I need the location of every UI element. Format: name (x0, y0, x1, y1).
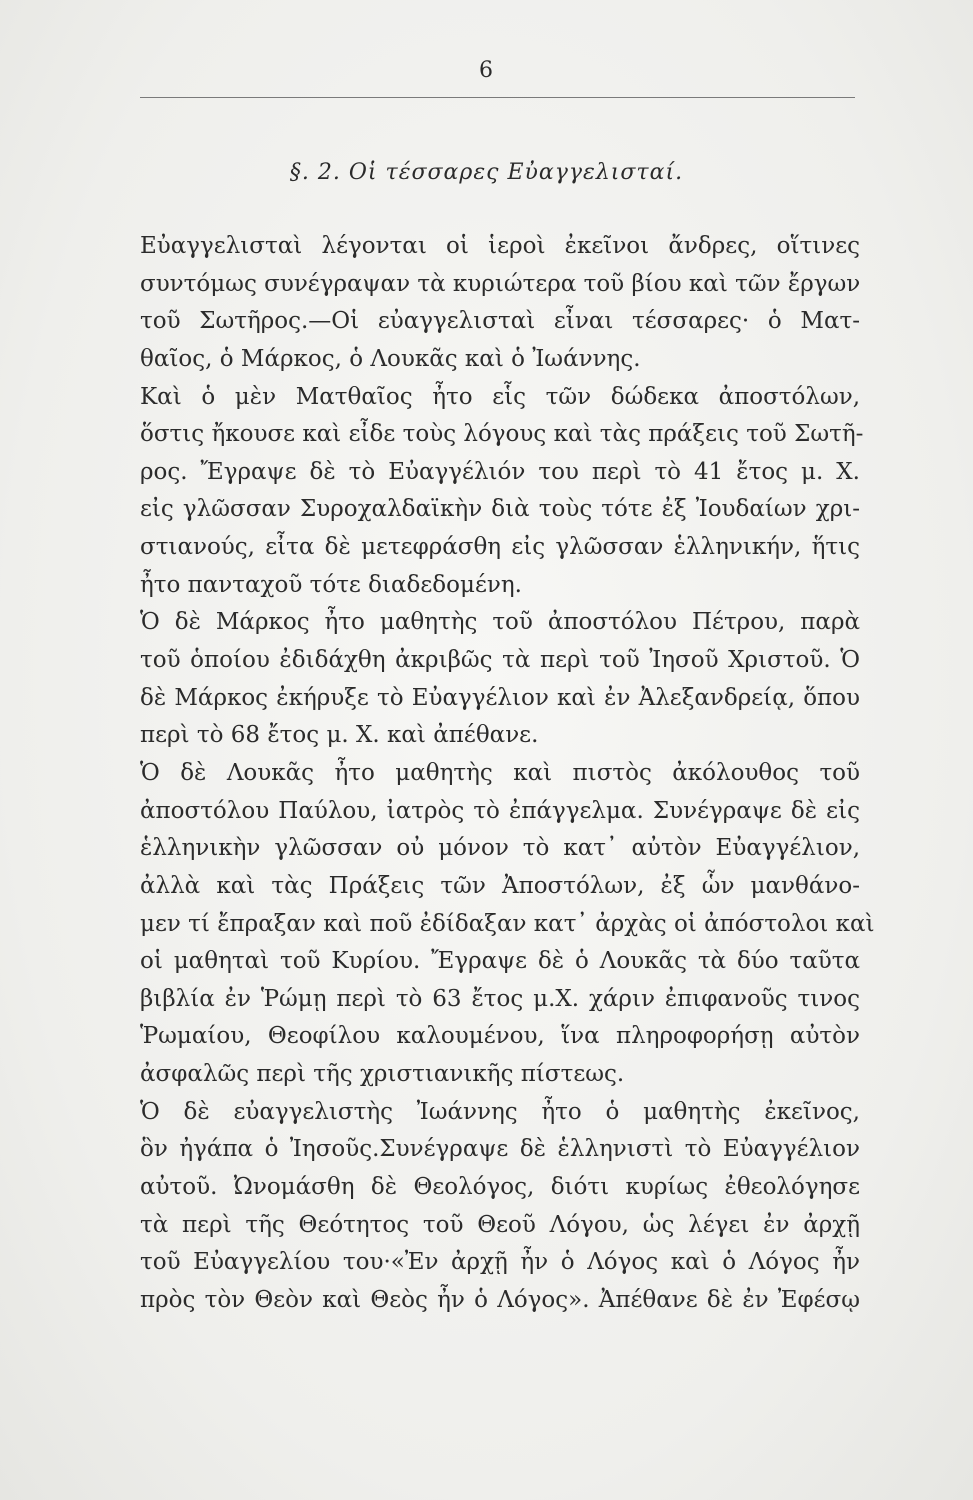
text-line: μεν τί ἔπραξαν καὶ ποῦ ἐδίδαξαν κατ᾽ ἀρχὰς οἱ ἀπόστολοι καὶ (140, 910, 875, 937)
text-line: αὐτοῦ. Ὠνομάσθη δὲ Θεολόγος, διότι κυρίως ἐθεολόγησε (140, 1174, 860, 1201)
text-line: τὰ περὶ τῆς Θεότητος τοῦ Θεοῦ Λόγου, ὡς λέγει ἐν ἀρχῇ (140, 1211, 860, 1238)
text-line: Καὶ ὁ μὲν Ματθαῖος ἦτο εἷς τῶν δώδεκα ἀποστόλων, (140, 383, 860, 410)
text-line: ἀλλὰ καὶ τὰς Πράξεις τῶν Ἀποστόλων, ἐξ ὧν μανθάνο- (140, 872, 860, 899)
section-heading: §. 2. Οἱ τέσσαρες Εὐαγγελισταί. (289, 160, 684, 185)
text-line: Εὐαγγελισταὶ λέγονται οἱ ἱεροὶ ἐκεῖνοι ἄνδρες, οἵτινες (140, 233, 860, 259)
text-line: τοῦ Εὐαγγελίου του·«Ἐν ἀρχῇ ἦν ὁ Λόγος καὶ ὁ Λόγος ἦν (140, 1249, 860, 1276)
text-line: οἱ μαθηταὶ τοῦ Κυρίου. Ἔγραψε δὲ ὁ Λουκᾶς τὰ δύο ταῦτα (140, 948, 860, 975)
text-line: εἰς γλῶσσαν Συροχαλδαϊκὴν διὰ τοὺς τότε ἐξ Ἰουδαίων χρι- (140, 496, 860, 523)
text-line: ἀσφαλῶς περὶ τῆς χριστιανικῆς πίστεως. (140, 1061, 625, 1088)
text-line: ἦτο πανταχοῦ τότε διαδεδομένη. (140, 571, 522, 598)
text-line: συντόμως συνέγραψαν τὰ κυριώτερα τοῦ βίου καὶ τῶν ἔργων (140, 270, 861, 297)
body-text (140, 228, 875, 1320)
text-line: πρὸς τὸν Θεὸν καὶ Θεὸς ἦν ὁ Λόγος». Ἀπέθανε δὲ ἐν Ἐφέσῳ (140, 1286, 860, 1313)
text-line: Ὁ δὲ εὐαγγελιστὴς Ἰωάννης ἦτο ὁ μαθητὴς ἐκεῖνος, (140, 1098, 860, 1125)
text-line: ἑλληνικὴν γλῶσσαν οὐ μόνον τὸ κατ᾽ αὐτὸν Εὐαγγέλιον, (140, 835, 860, 862)
header-rule (140, 97, 855, 98)
text-line: τοῦ ὁποίου ἐδιδάχθη ἀκριβῶς τὰ περὶ τοῦ Ἰησοῦ Χριστοῦ. Ὁ (140, 647, 860, 674)
text-line: ἀποστόλου Παύλου, ἰατρὸς τὸ ἐπάγγελμα. Συνέγραψε δὲ εἰς (140, 797, 860, 824)
text-line: τοῦ Σωτῆρος.—Οἱ εὐαγγελισταὶ εἶναι τέσσαρες· ὁ Ματ- (140, 308, 860, 335)
text-line: ὅστις ἤκουσε καὶ εἶδε τοὺς λόγους καὶ τὰς πράξεις τοῦ Σωτῆ- (140, 421, 864, 448)
text-line: Ὁ δὲ Μάρκος ἦτο μαθητὴς τοῦ ἀποστόλου Πέτρου, παρὰ (140, 609, 860, 636)
text-line: Ῥωμαίου, Θεοφίλου καλουμένου, ἵνα πληροφορήσῃ αὐτὸν (140, 1023, 860, 1050)
text-line: βιβλία ἐν Ῥώμῃ περὶ τὸ 63 ἔτος μ.Χ. χάριν ἐπιφανοῦς τινος (140, 985, 860, 1012)
text-line: περὶ τὸ 68 ἔτος μ. Χ. καὶ ἀπέθανε. (140, 722, 539, 749)
page-number: 6 (479, 58, 494, 83)
text-line: θαῖος, ὁ Μάρκος, ὁ Λουκᾶς καὶ ὁ Ἰωάννης. (140, 345, 641, 372)
text-line: ρος. Ἔγραψε δὲ τὸ Εὐαγγέλιόν του περὶ τὸ 41 ἔτος μ. Χ. (140, 458, 860, 485)
text-line: δὲ Μάρκος ἐκήρυξε τὸ Εὐαγγέλιον καὶ ἐν Ἀλεξανδρείᾳ, ὅπου (140, 684, 860, 711)
text-line: στιανούς, εἶτα δὲ μετεφράσθη εἰς γλῶσσαν ἑλληνικήν, ἥτις (140, 534, 860, 561)
text-line: Ὁ δὲ Λουκᾶς ἦτο μαθητὴς καὶ πιστὸς ἀκόλουθος τοῦ (140, 759, 860, 786)
text-line: ὃν ἠγάπα ὁ Ἰησοῦς.Συνέγραψε δὲ ἑλληνιστὶ τὸ Εὐαγγέλιον (140, 1136, 860, 1163)
